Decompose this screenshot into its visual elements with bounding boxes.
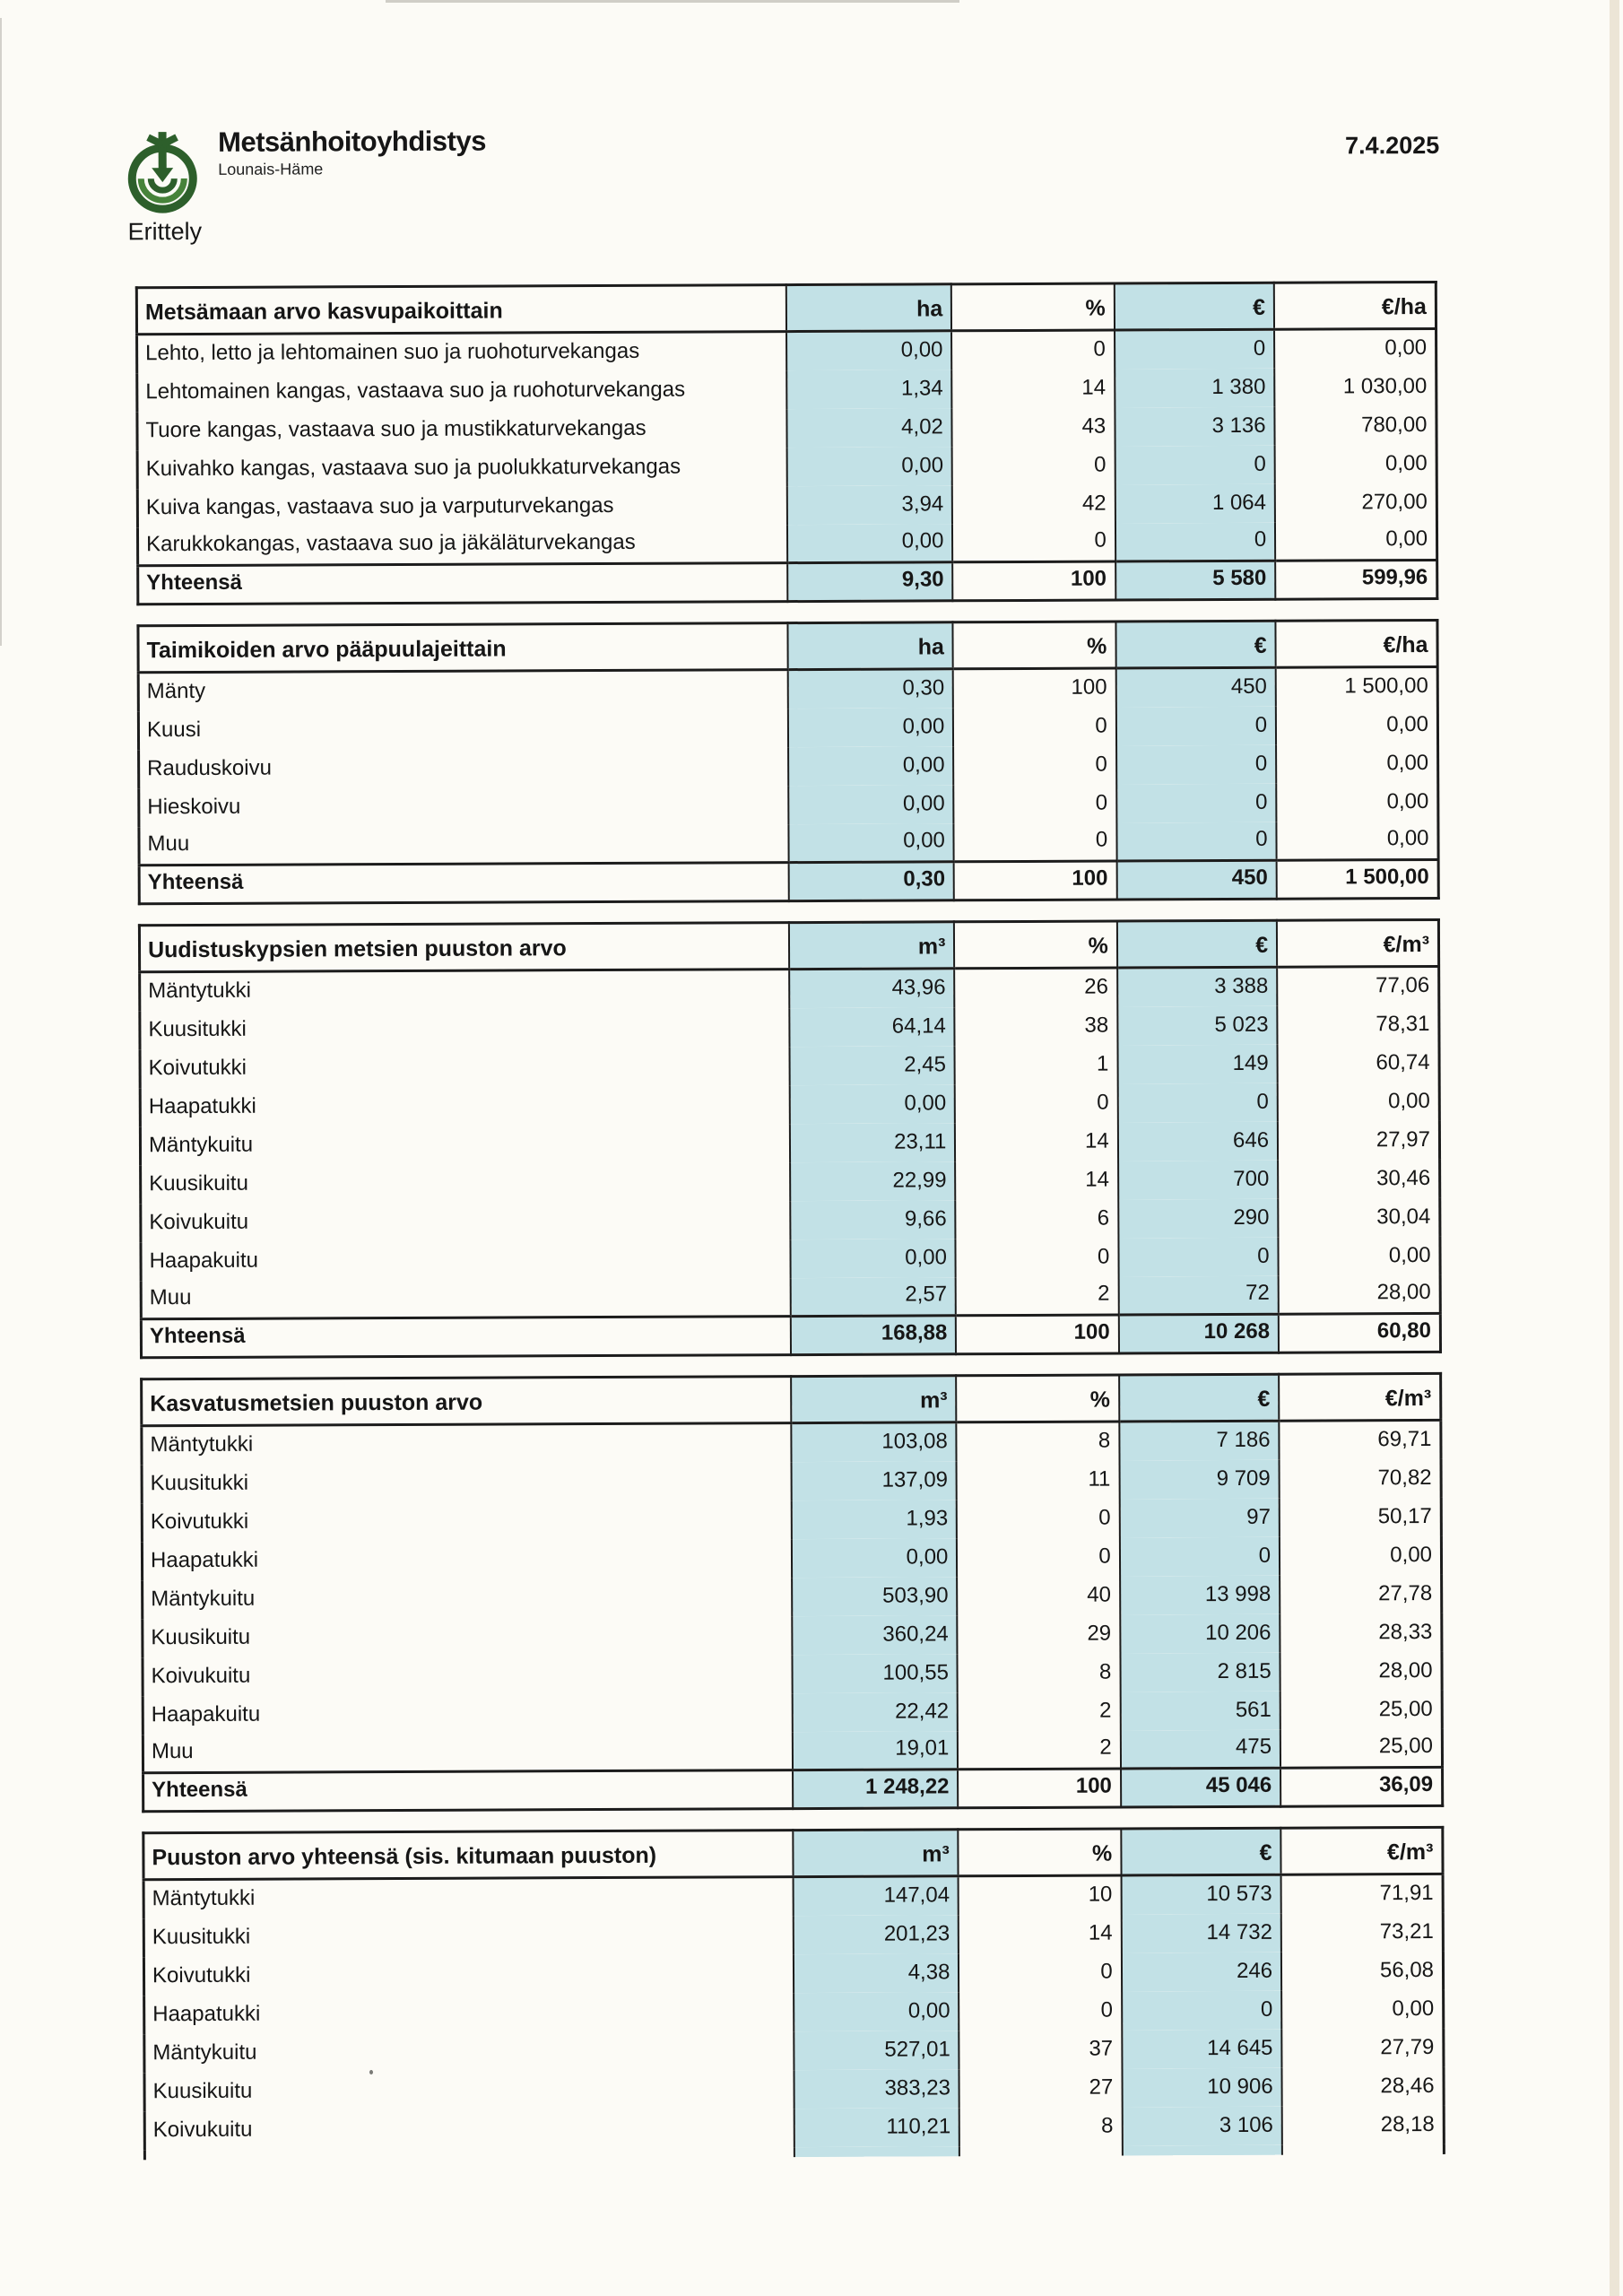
cell-value: 2 815 <box>1120 1652 1280 1692</box>
row-label: Kuivahko kangas, vastaava suo ja puolukkaturvekangas <box>145 454 681 481</box>
table-row <box>140 1043 1439 1087</box>
cell-value: 0 <box>959 1991 1122 2031</box>
cell-value: 103,08 <box>791 1422 957 1462</box>
column-header-euro: € <box>1115 621 1276 668</box>
cell-value: 13 998 <box>1120 1575 1280 1614</box>
cell-value: 3 388 <box>1117 967 1278 1006</box>
column-header-unit: m³ <box>791 1376 957 1423</box>
cell-value: 0,00 <box>1279 1236 1441 1275</box>
cell-value: 0 <box>1117 1083 1278 1122</box>
row-label: Muu <box>151 1739 194 1764</box>
column-header-euro-per-unit: €/m³ <box>1280 1827 1443 1874</box>
cell-value <box>959 2145 1122 2156</box>
table-row <box>143 1912 1443 1956</box>
cell-value: 27,79 <box>1281 2028 1444 2067</box>
cell-value: 77,06 <box>1277 966 1439 1005</box>
document-date: 7.4.2025 <box>1345 131 1440 160</box>
table-row <box>138 666 1437 710</box>
table-row <box>142 1535 1441 1579</box>
cell-value: 4,38 <box>794 1953 959 1993</box>
table-row <box>143 1651 1442 1695</box>
column-header-euro: € <box>1121 1828 1281 1875</box>
cell-value: 110,21 <box>794 2108 960 2147</box>
cell-value: 36,09 <box>1280 1767 1443 1806</box>
cell-value: 28,00 <box>1279 1274 1441 1314</box>
cell-value: 360,24 <box>792 1615 958 1655</box>
cell-value: 0 <box>952 523 1115 562</box>
cell-value: 1 248,22 <box>793 1770 959 1809</box>
table-row <box>141 1274 1440 1318</box>
table-header-row <box>136 282 1436 334</box>
table-title: Metsämaan arvo kasvupaikoittain <box>136 285 786 335</box>
column-header-unit: m³ <box>793 1830 959 1877</box>
cell-value: 37 <box>959 2030 1123 2069</box>
row-label: Mäntykuitu <box>148 1132 254 1157</box>
cell-value: 14 <box>952 369 1115 408</box>
cell-value: 0,00 <box>1275 521 1437 561</box>
total-row <box>141 1313 1440 1357</box>
cell-value: 43 <box>952 407 1115 447</box>
cell-value: 0,00 <box>786 331 952 370</box>
organization-name-block <box>218 127 486 179</box>
cell-value: 0,00 <box>790 1084 956 1124</box>
table-row <box>144 1989 1444 2033</box>
row-label: Karukkokangas, vastaava suo ja jäkäläturvekangas <box>145 529 636 557</box>
tables-container <box>135 281 1445 2179</box>
table-row <box>140 1082 1439 1126</box>
total-row <box>139 859 1438 903</box>
table-row <box>143 1874 1443 1918</box>
cell-value: 78,31 <box>1277 1004 1439 1044</box>
column-header-euro-per-unit: €/ha <box>1276 620 1438 667</box>
cell-value: 60,74 <box>1278 1043 1440 1083</box>
row-label: Kuusikuitu <box>149 1170 248 1196</box>
cell-value: 246 <box>1122 1952 1282 1991</box>
table-row <box>137 521 1436 565</box>
row-label: Haapakuitu <box>149 1248 259 1273</box>
row-label: Tuore kangas, vastaava suo ja mustikkaturvekangas <box>145 415 647 442</box>
cell-value: 30,46 <box>1278 1159 1440 1198</box>
cell-value: 5 580 <box>1115 561 1276 600</box>
cell-value: 147,04 <box>794 1876 959 1916</box>
table-row <box>139 744 1438 787</box>
row-label: Koivukuitu <box>149 1209 249 1234</box>
row-label: Koivukuitu <box>151 1663 251 1688</box>
cell-value: 14 645 <box>1122 2029 1282 2068</box>
column-header-unit: m³ <box>789 922 955 970</box>
row-label: Koivutukki <box>152 1962 251 1987</box>
page-title: Erittely <box>127 217 203 246</box>
table-row <box>137 405 1436 449</box>
cell-value: 780,00 <box>1275 405 1437 445</box>
row-label: Koivukuitu <box>152 2117 253 2142</box>
cell-value: 0,30 <box>789 862 955 901</box>
cell-value: 0,00 <box>1281 1989 1444 2029</box>
table-title: Uudistuskypsien metsien puuston arvo <box>139 923 789 972</box>
table-title: Puuston arvo yhteensä (sis. kitumaan puuston) <box>143 1831 794 1880</box>
table-row <box>139 782 1438 826</box>
cell-value: 0,00 <box>794 1992 959 2031</box>
cell-value: 2 <box>956 1276 1119 1316</box>
table-header-row <box>138 620 1437 672</box>
cell-value <box>1282 2144 1444 2154</box>
cell-value: 1 064 <box>1115 483 1276 523</box>
column-header-euro-per-unit: €/ha <box>1274 282 1436 329</box>
table-row <box>141 1159 1440 1203</box>
column-header-euro: € <box>1115 283 1275 330</box>
cell-value: 3,94 <box>787 485 953 525</box>
cell-value: 9,30 <box>787 562 953 602</box>
mhy-tree-rings-logo-icon <box>123 130 205 216</box>
cell-value: 0 <box>1122 1990 1282 2030</box>
cell-value: 64,14 <box>789 1007 955 1047</box>
cell-value: 73,21 <box>1281 1912 1444 1952</box>
scan-artifact-left-edge <box>0 18 2 646</box>
cell-value: 475 <box>1121 1729 1281 1769</box>
column-header-percent: % <box>959 1829 1122 1876</box>
row-label: Yhteensä <box>143 1770 794 1812</box>
cell-value: 0 <box>1118 1237 1279 1276</box>
cell-value: 28,18 <box>1282 2105 1445 2144</box>
cell-value: 270,00 <box>1275 483 1437 522</box>
cell-value: 100 <box>954 861 1117 900</box>
cell-value: 1 030,00 <box>1274 367 1436 406</box>
cell-value: 10 206 <box>1120 1613 1280 1653</box>
cell-value: 23,11 <box>790 1123 956 1162</box>
cell-value: 0 <box>1116 706 1277 745</box>
cell-value: 1 500,00 <box>1277 859 1439 899</box>
scan-artifact-top-edge <box>386 0 959 3</box>
cell-value: 0,00 <box>788 785 954 824</box>
cell-value: 137,09 <box>792 1461 958 1500</box>
row-label: Yhteensä <box>141 1317 791 1358</box>
cell-value: 0 <box>1115 522 1276 561</box>
cell-value: 2 <box>958 1730 1121 1770</box>
cell-value: 9,66 <box>790 1200 956 1239</box>
cell-value: 22,99 <box>790 1161 956 1201</box>
table-row <box>140 1004 1439 1048</box>
table-header-row <box>139 919 1438 971</box>
cell-value: 60,80 <box>1279 1313 1441 1352</box>
cell-value: 10 573 <box>1121 1874 1281 1914</box>
cell-value: 9 709 <box>1119 1459 1280 1499</box>
row-label: Muu <box>149 1285 192 1310</box>
cell-value: 22,42 <box>793 1692 959 1732</box>
cell-value: 28,33 <box>1280 1613 1442 1652</box>
table-row <box>144 2028 1444 2072</box>
cell-value: 2,57 <box>791 1277 957 1317</box>
cell-value: 0 <box>953 745 1116 785</box>
row-label: Kuusi <box>146 717 202 742</box>
cell-value: 0 <box>1120 1536 1280 1576</box>
cell-value: 0,00 <box>1280 1535 1442 1575</box>
cell-value: 97 <box>1119 1498 1280 1537</box>
cell-value: 100 <box>956 1315 1119 1354</box>
row-label: Kuusitukki <box>152 1924 251 1949</box>
cell-value: 6 <box>956 1199 1119 1239</box>
table-row <box>143 1690 1442 1734</box>
data-table <box>138 918 1442 1359</box>
row-label: Mänty <box>146 678 206 703</box>
cell-value: 42 <box>952 484 1115 524</box>
cell-value: 0,00 <box>787 524 953 563</box>
cell-value: 27,78 <box>1280 1574 1442 1613</box>
organization-header <box>123 127 486 217</box>
row-label: Rauduskoivu <box>147 755 272 780</box>
column-header-percent: % <box>953 622 1116 669</box>
table-title: Kasvatusmetsien puuston arvo <box>142 1377 792 1426</box>
cell-value: 50,17 <box>1280 1497 1442 1536</box>
cell-value <box>794 2146 959 2157</box>
cell-value: 0,00 <box>788 708 954 747</box>
cell-value: 7 186 <box>1119 1421 1280 1460</box>
row-label: Mäntykuitu <box>152 2039 257 2065</box>
cell-value: 100 <box>953 668 1116 708</box>
column-header-percent: % <box>954 921 1117 969</box>
cell-value: 43,96 <box>789 969 955 1008</box>
cell-value: 0,00 <box>787 447 953 486</box>
table-row <box>142 1420 1441 1464</box>
row-label: Haapatukki <box>148 1093 256 1118</box>
organization-region: Lounais-Häme <box>218 160 324 178</box>
cell-value: 383,23 <box>794 2069 959 2109</box>
total-row <box>138 560 1437 604</box>
row-label <box>144 2147 794 2160</box>
cell-value: 38 <box>955 1006 1118 1046</box>
cell-value: 70,82 <box>1280 1458 1442 1498</box>
table-row <box>137 367 1436 411</box>
row-label: Yhteensä <box>139 863 789 904</box>
row-label: Muu <box>147 831 190 857</box>
cell-value: 201,23 <box>794 1915 959 1954</box>
cell-value: 27 <box>959 2068 1123 2108</box>
data-table <box>142 1826 1445 2160</box>
cell-value: 0 <box>952 446 1115 485</box>
cell-value: 0 <box>954 784 1117 823</box>
table-row <box>143 1728 1442 1772</box>
table-row <box>138 705 1437 749</box>
table-row <box>142 1458 1441 1502</box>
row-label: Mäntykuitu <box>151 1586 256 1611</box>
cell-value: 10 906 <box>1122 2067 1282 2107</box>
cell-value: 0 <box>1116 783 1277 822</box>
row-label: Koivutukki <box>148 1055 247 1080</box>
cell-value: 0 <box>951 330 1115 370</box>
table-row <box>144 2105 1444 2149</box>
table-row <box>137 444 1436 488</box>
data-table <box>136 619 1439 905</box>
cell-value: 25,00 <box>1280 1690 1443 1729</box>
row-label: Mäntytukki <box>148 978 251 1003</box>
cell-value: 100 <box>953 561 1116 601</box>
table-row <box>143 1574 1442 1618</box>
cell-value: 700 <box>1118 1160 1279 1199</box>
cell-value: 56,08 <box>1281 1951 1444 1990</box>
row-label: Mäntytukki <box>152 1885 256 1910</box>
cell-value: 0 <box>955 1083 1118 1123</box>
cell-value: 0,00 <box>1276 744 1438 783</box>
cell-value: 14 <box>955 1122 1118 1161</box>
cell-value: 0,00 <box>788 823 954 863</box>
cell-value: 0 <box>959 1952 1122 1992</box>
cell-value: 100 <box>958 1769 1121 1808</box>
table-row <box>144 2066 1444 2110</box>
cell-value: 19,01 <box>793 1731 959 1770</box>
cell-value: 1 500,00 <box>1276 666 1438 706</box>
cell-value: 3 106 <box>1122 2106 1282 2145</box>
organization-name: Metsänhoitoyhdistys <box>218 125 487 158</box>
cell-value: 0,00 <box>1276 705 1438 744</box>
row-label: Kuusikuitu <box>151 1624 251 1649</box>
cell-value: 503,90 <box>792 1577 958 1616</box>
row-label: Kuusitukki <box>150 1470 249 1495</box>
column-header-unit: ha <box>786 284 952 332</box>
scan-artifact-right-edge <box>1610 0 1619 2296</box>
cell-value: 100,55 <box>792 1654 958 1693</box>
table-row <box>141 1236 1440 1280</box>
cell-value: 0 <box>953 707 1116 746</box>
column-header-euro-per-unit: €/m³ <box>1277 919 1439 967</box>
table-row <box>137 483 1436 526</box>
cell-value: 0 <box>957 1499 1120 1538</box>
cell-value: 8 <box>958 1653 1121 1692</box>
table-row <box>143 1951 1443 1995</box>
cell-value: 561 <box>1120 1691 1280 1730</box>
cell-value: 27,97 <box>1278 1120 1440 1160</box>
cell-value: 29 <box>958 1614 1121 1654</box>
cell-value: 72 <box>1118 1275 1279 1315</box>
cell-value: 8 <box>959 2107 1123 2146</box>
cell-value: 10 <box>959 1875 1122 1915</box>
cell-value: 10 268 <box>1119 1314 1280 1353</box>
cell-value: 26 <box>955 968 1118 1007</box>
cell-value: 599,96 <box>1275 560 1437 599</box>
cell-value: 30,04 <box>1278 1197 1440 1237</box>
table-row <box>137 328 1436 372</box>
cell-value: 0,00 <box>1275 444 1437 483</box>
cell-value: 0 <box>956 1238 1119 1277</box>
cell-value: 0 <box>954 822 1117 862</box>
table-row <box>140 1120 1439 1164</box>
cell-value: 1 380 <box>1115 368 1275 407</box>
row-label: Haapatukki <box>150 1547 259 1572</box>
cell-value: 1,34 <box>786 370 952 409</box>
cell-value: 0 <box>1115 329 1275 369</box>
cell-value: 71,91 <box>1281 1874 1444 1913</box>
cell-value: 4,02 <box>786 408 952 448</box>
row-label: Kuusitukki <box>148 1016 247 1041</box>
cell-value: 11 <box>957 1460 1120 1500</box>
row-label: Hieskoivu <box>147 794 241 819</box>
table-row <box>139 821 1438 865</box>
cell-value: 450 <box>1116 860 1277 900</box>
cell-value: 25,00 <box>1280 1728 1443 1768</box>
column-header-euro-per-unit: €/m³ <box>1279 1373 1441 1421</box>
row-label: Yhteensä <box>138 563 788 604</box>
cell-value: 0 <box>957 1537 1120 1577</box>
column-header-euro: € <box>1119 1374 1280 1422</box>
total-row <box>143 1767 1443 1811</box>
cell-value: 3 136 <box>1115 406 1275 446</box>
cell-value: 40 <box>957 1576 1120 1615</box>
table-header-row <box>142 1373 1441 1425</box>
data-table <box>140 1372 1444 1813</box>
cell-value: 45 046 <box>1121 1768 1281 1807</box>
column-header-percent: % <box>951 283 1115 331</box>
cell-value: 0,00 <box>1274 328 1436 368</box>
cell-value: 0 <box>1115 445 1275 484</box>
cell-value: 168,88 <box>791 1316 957 1355</box>
data-table <box>135 281 1439 605</box>
cell-value: 0 <box>1116 822 1277 861</box>
cell-value: 28,00 <box>1280 1651 1443 1691</box>
cell-value: 1 <box>955 1045 1118 1084</box>
cell-value: 2 <box>958 1692 1121 1731</box>
row-label: Kuiva kangas, vastaava suo ja varputurvekangas <box>145 492 614 519</box>
table-title: Taimikoiden arvo pääpuulajeittain <box>138 623 788 673</box>
cell-value: 450 <box>1115 667 1276 707</box>
row-label: Mäntytukki <box>150 1431 254 1457</box>
cell-value: 149 <box>1117 1044 1278 1083</box>
row-label: Lehtomainen kangas, vastaava suo ja ruohoturvekangas <box>145 377 686 404</box>
cell-value: 2,45 <box>790 1046 956 1085</box>
cell-value: 14 <box>959 1914 1122 1953</box>
table-row <box>142 1497 1441 1541</box>
table-row <box>140 966 1439 1010</box>
cell-value: 0 <box>1116 744 1277 784</box>
cell-value: 28,46 <box>1282 2066 1445 2106</box>
cell-value: 14 732 <box>1121 1913 1281 1952</box>
row-label: Haapatukki <box>152 2001 261 2026</box>
cell-value: 0,00 <box>788 746 954 786</box>
row-label: Haapakuitu <box>151 1701 261 1726</box>
cell-value: 0,00 <box>790 1239 956 1278</box>
cell-value: 0,00 <box>1278 1082 1440 1121</box>
row-label: Kuusikuitu <box>152 2078 253 2103</box>
column-header-euro: € <box>1117 920 1278 968</box>
cell-value: 69,71 <box>1279 1420 1441 1459</box>
table-row <box>143 1613 1442 1657</box>
cell-value: 1,93 <box>792 1500 958 1539</box>
cell-value <box>1123 2144 1282 2155</box>
cell-value: 0,00 <box>792 1538 958 1578</box>
row-label: Koivutukki <box>150 1509 249 1534</box>
cell-value: 646 <box>1118 1121 1279 1161</box>
cell-value: 5 023 <box>1117 1005 1278 1045</box>
cell-value: 14 <box>955 1161 1118 1200</box>
row-label: Lehto, letto ja lehtomainen suo ja ruohoturvekangas <box>145 338 640 365</box>
cell-value: 0,00 <box>1277 821 1439 860</box>
table-header-row <box>143 1827 1443 1879</box>
cell-value: 0,00 <box>1276 782 1438 822</box>
cell-value: 0,30 <box>788 669 954 709</box>
cell-value: 527,01 <box>794 2031 959 2070</box>
table-row <box>141 1197 1440 1241</box>
cell-value: 290 <box>1118 1198 1279 1238</box>
cell-value: 8 <box>957 1422 1120 1461</box>
column-header-percent: % <box>956 1375 1119 1422</box>
column-header-unit: ha <box>787 622 953 670</box>
